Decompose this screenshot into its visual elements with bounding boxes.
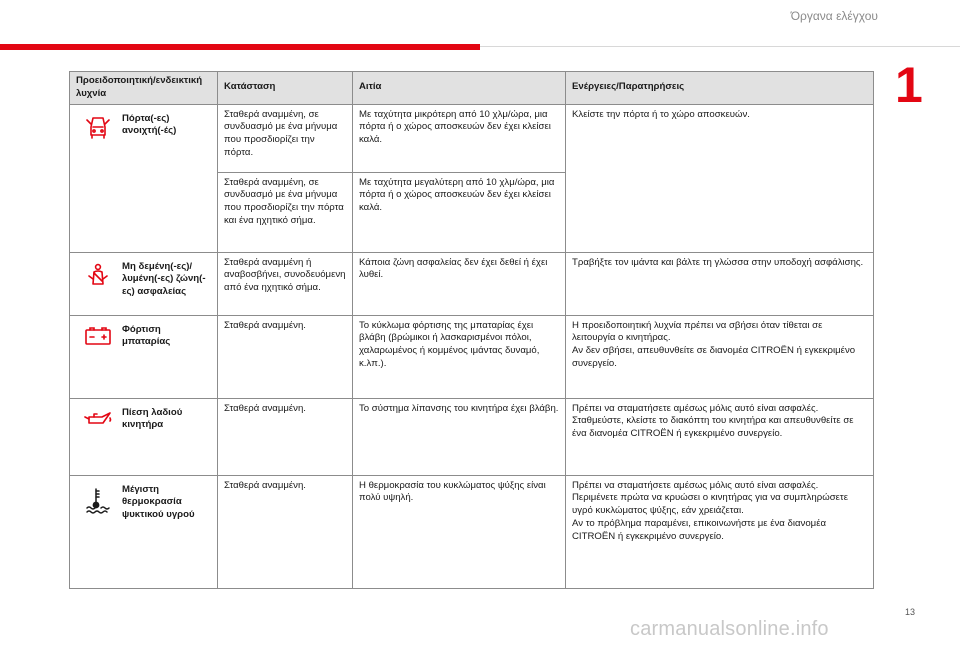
state-cell: Σταθερά αναμμένη, σε συνδυασμό με ένα μήνυμα που προσδιορίζει την πόρτα και ένα ηχητικό σήμα. <box>218 172 353 252</box>
indicator-name: Μέγιστη θερμοκρασία ψυκτικού υγρού <box>122 483 195 520</box>
header-accent-bar <box>0 44 480 50</box>
action-cell: Κλείστε την πόρτα ή το χώρο αποσκευών. <box>566 104 874 252</box>
indicator-name: Πόρτα(-ες) ανοιχτή(-ές) <box>122 112 177 137</box>
chapter-number: 1 <box>895 57 923 113</box>
table-row <box>70 315 874 398</box>
action-cell: Πρέπει να σταματήσετε αμέσως μόλις αυτό είναι ασφαλές. Σταθμεύστε, κλείστε το διακόπτη του κινητήρα και απευθυνθείτε σε ένα διανομέα CITROËN ή εγκεκριμένο συνεργείο. <box>566 398 874 475</box>
indicator-name: Φόρτιση μπαταρίας <box>122 323 171 348</box>
state-cell: Σταθερά αναμμένη. <box>218 315 353 398</box>
column-header-indicator: Προειδοποιητική/ενδεικτική λυχνία <box>70 72 218 105</box>
header-divider <box>480 46 960 47</box>
page-number: 13 <box>905 607 916 617</box>
table-header-row <box>70 72 874 105</box>
action-cell: Η προειδοποιητική λυχνία πρέπει να σβήσει όταν τίθεται σε λειτουργία ο κινητήρας. Αν δεν σβήσει, απευθυνθείτε σε διανομέα CITROËN ή εγκεκριμένο συνεργείο. <box>566 315 874 398</box>
indicator-cell <box>70 475 218 588</box>
table-row <box>70 398 874 475</box>
indicator-cell <box>70 252 218 315</box>
state-cell: Σταθερά αναμμένη, σε συνδυασμό με ένα μήνυμα που προσδιορίζει την πόρτα. <box>218 104 353 172</box>
battery-icon <box>76 320 120 346</box>
state-cell: Σταθερά αναμμένη ή αναβοσβήνει, συνοδευόμενη από ένα ηχητικό σήμα. <box>218 252 353 315</box>
section-title: Όργανα ελέγχου <box>790 9 878 23</box>
cause-cell: Κάποια ζώνη ασφαλείας δεν έχει δεθεί ή έχει λυθεί. <box>353 252 566 315</box>
indicator-cell <box>70 104 218 252</box>
coolant-temperature-icon <box>76 480 120 514</box>
indicator-name: Μη δεμένη(-ες)/ λυμένη(-ες) ζώνη(-ες) ασφαλείας <box>122 260 206 297</box>
column-header-state: Κατάσταση <box>218 72 353 105</box>
cause-cell: Με ταχύτητα μεγαλύτερη από 10 χλμ/ώρα, μια πόρτα ή ο χώρος αποσκευών δεν έχει κλείσει καλά. <box>353 172 566 252</box>
state-cell: Σταθερά αναμμένη. <box>218 398 353 475</box>
indicator-cell <box>70 315 218 398</box>
column-header-action: Ενέργειες/Παρατηρήσεις <box>566 72 874 105</box>
cause-cell: Η θερμοκρασία του κυκλώματος ψύξης είναι πολύ υψηλή. <box>353 475 566 588</box>
table-row <box>70 252 874 315</box>
indicator-cell <box>70 398 218 475</box>
action-cell: Τραβήξτε τον ιμάντα και βάλτε τη γλώσσα στην υποδοχή ασφάλισης. <box>566 252 874 315</box>
action-cell: Πρέπει να σταματήσετε αμέσως μόλις αυτό είναι ασφαλές. Περιμένετε πρώτα να κρυώσει ο κινητήρας για να συμπληρώσετε υγρό κυκλώματος ψύξης, εάν χρειάζεται. Αν το πρόβλημα παραμένει, επικοινωνήστε με ένα διανομέα CITROËN ή εγκεκριμένο συνεργείο. <box>566 475 874 588</box>
watermark: carmanualsonline.info <box>630 618 829 640</box>
cause-cell: Με ταχύτητα μικρότερη από 10 χλμ/ώρα, μια πόρτα ή ο χώρος αποσκευών δεν έχει κλείσει καλά. <box>353 104 566 172</box>
cause-cell: Το σύστημα λίπανσης του κινητήρα έχει βλάβη. <box>353 398 566 475</box>
seatbelt-icon <box>76 257 120 287</box>
door-open-car-icon <box>76 109 120 139</box>
cause-cell: Το κύκλωμα φόρτισης της μπαταρίας έχει βλάβη (βρώμικοι ή λασκαρισμένοι πόλοι, χαλαρωμένος ή κομμένος ιμάντας δυναμό, κ.λπ.). <box>353 315 566 398</box>
indicator-name: Πίεση λαδιού κινητήρα <box>122 406 183 431</box>
table-row <box>70 475 874 588</box>
column-header-cause: Αιτία <box>353 72 566 105</box>
warning-lamps-table <box>69 71 874 589</box>
state-cell: Σταθερά αναμμένη. <box>218 475 353 588</box>
table-row <box>70 104 874 172</box>
oil-can-icon <box>76 403 120 429</box>
